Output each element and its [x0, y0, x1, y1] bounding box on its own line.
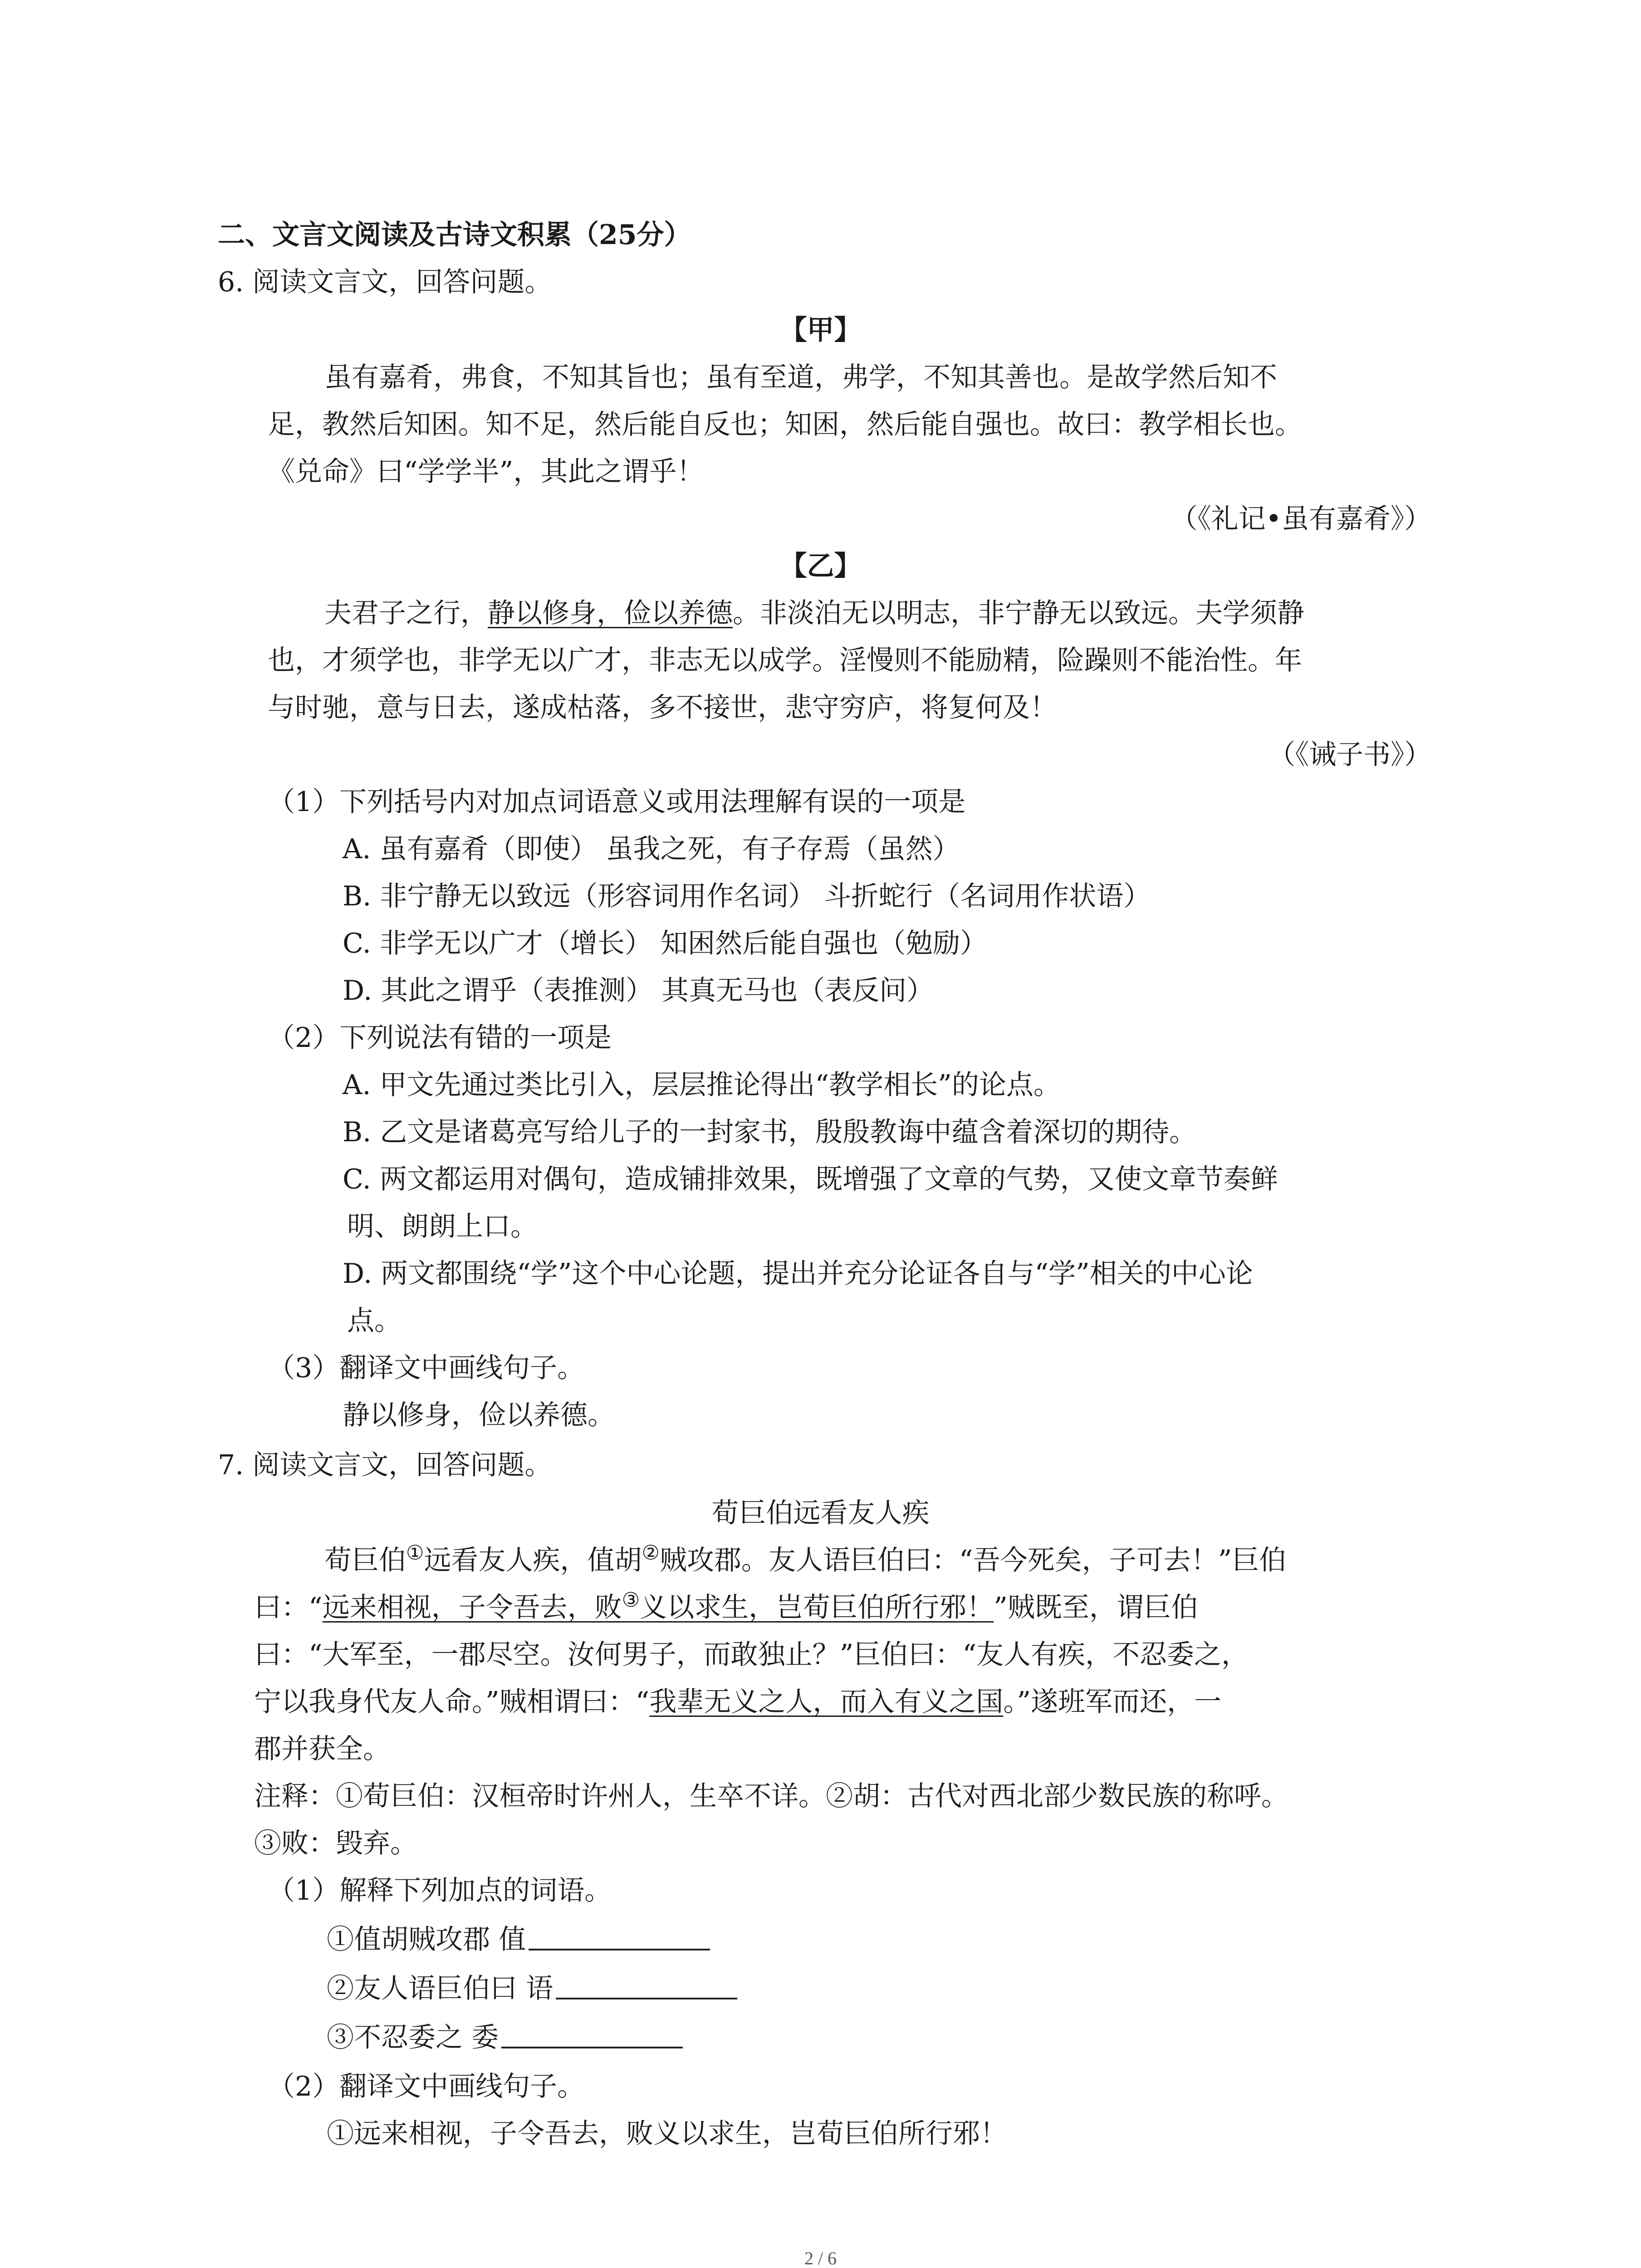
option: B. 乙文是诸葛亮写给儿子的一封家书，殷殷教诲中蕴含着深切的期待。: [343, 1116, 1197, 1148]
q7-passage-line: [254, 1684, 1221, 1720]
passage-a-line: 虽有嘉肴，弗食，不知其旨也；虽有至道，弗学，不知其善也。是故学然后知不: [324, 362, 1277, 393]
q7-notes: ③败：毁弃。: [254, 1828, 417, 1859]
page-number: 2 / 6: [804, 2248, 837, 2268]
passage-a-source: （《礼记•虽有嘉肴》）: [1170, 503, 1431, 535]
passage-b-source: （《诫子书》）: [1268, 739, 1431, 771]
fill-item-text: ①值胡贼攻郡 值: [327, 1924, 526, 1955]
option-continued: 明、朗朗上口。: [347, 1211, 538, 1242]
passage-b-line: 与时驰，意与日去，遂成枯落，多不接世，悲守穷庐，将复何及！: [268, 692, 1057, 723]
option: C. 非学无以广才（增长） 知困然后能自强也（勉励）: [343, 928, 987, 959]
fill-item-text: ②友人语巨伯曰 语: [327, 1973, 554, 2004]
q7-passage-line: 郡并获全。: [254, 1733, 390, 1765]
option: B. 非宁静无以致远（形容词用作名词） 斗折蛇行（名词用作状语）: [343, 880, 1151, 912]
section-title: 二、文言文阅读及古诗文积累（25分）: [218, 219, 691, 251]
note-marker: ①: [406, 1541, 424, 1564]
q7-text: 义以求生，岂荀巨伯所行邪！: [640, 1592, 994, 1623]
underlined-sentence: 静以修身，俭以养德: [488, 597, 733, 629]
fill-item-text: ③不忍委之 委: [327, 2022, 499, 2053]
underlined-sentence: [322, 1589, 994, 1623]
translate-sentence: 静以修身，俭以养德。: [343, 1399, 615, 1431]
fill-item: [327, 2019, 683, 2056]
option: A. 虽有嘉肴（即使） 虽我之死，有子存焉（虽然）: [343, 833, 960, 865]
answer-blank[interactable]: [529, 1921, 710, 1950]
q7-passage-line: [254, 1589, 1198, 1626]
passage-b-line: [324, 595, 1304, 631]
answer-blank[interactable]: [556, 1970, 737, 1999]
q7-notes: 注释：①荀巨伯：汉桓帝时许州人，生卒不详。②胡：古代对西北部少数民族的称呼。: [254, 1780, 1288, 1812]
passage-a-heading: 【甲】: [779, 314, 862, 346]
option: C. 两文都运用对偶句，造成铺排效果，既增强了文章的气势，又使文章节奏鲜: [343, 1163, 1278, 1195]
q7-stem: 7. 阅读文言文，回答问题。: [218, 1449, 552, 1481]
fill-item: [327, 1921, 710, 1958]
passage-b-heading: 【乙】: [779, 550, 862, 582]
q7-text: 远来相视，子令吾去，败: [322, 1592, 622, 1623]
fill-item: [327, 1970, 737, 2007]
answer-blank[interactable]: [501, 2019, 683, 2048]
q6-sub2-stem: （2）下列说法有错的一项是: [268, 1022, 612, 1054]
q7-passage-line: [324, 1542, 1286, 1579]
note-marker: ②: [642, 1541, 660, 1564]
q6-sub1-stem: （1）下列括号内对加点词语意义或用法理解有误的一项是: [268, 786, 966, 818]
q7-sub2-stem: （2）翻译文中画线句子。: [268, 2071, 585, 2102]
q7-passage-line: 曰：“大军至，一郡尽空。汝何男子，而敢独止？”巨伯曰：“友人有疾，不忍委之，: [254, 1639, 1249, 1671]
q7-text: 。”遂班军而还，一: [1003, 1686, 1222, 1718]
q7-text: 贼攻郡。友人语巨伯曰：“吾今死矣，子可去！”巨伯: [659, 1545, 1287, 1576]
q7-text: ”贼既至，谓巨伯: [994, 1592, 1198, 1623]
q7-text: 宁以我身代友人命。”贼相谓曰：“: [254, 1686, 650, 1718]
q7-text: 荀巨伯: [324, 1545, 406, 1576]
note-marker: ③: [622, 1589, 640, 1612]
underlined-sentence: 我辈无义之人，而入有义之国: [649, 1686, 1004, 1718]
option: D. 其此之谓乎（表推测） 其真无马也（表反问）: [343, 975, 934, 1007]
translate-sentence: ①远来相视，子令吾去，败义以求生，岂荀巨伯所行邪！: [327, 2118, 1007, 2150]
q7-text: 曰：“: [254, 1592, 323, 1623]
q7-title: 荀巨伯远看友人疾: [711, 1497, 930, 1529]
q6-stem: 6. 阅读文言文，回答问题。: [218, 266, 552, 298]
passage-b-line: 也，才须学也，非学无以广才，非志无以成学。淫慢则不能励精，险躁则不能治性。年: [268, 645, 1302, 676]
option: D. 两文都围绕“学”这个中心论题，提出并充分论证各自与“学”相关的中心论: [343, 1258, 1253, 1290]
q6-sub3-stem: （3）翻译文中画线句子。: [268, 1352, 585, 1384]
q7-sub1-stem: （1）解释下列加点的词语。: [268, 1875, 612, 1906]
passage-b-text: 夫君子之行，: [324, 597, 488, 629]
q7-text: 远看友人疾，值胡: [424, 1545, 642, 1576]
passage-a-line: 《兑命》曰“学学半”，其此之谓乎！: [268, 456, 704, 488]
option-continued: 点。: [347, 1305, 402, 1337]
passage-a-line: 足，教然后知困。知不足，然后能自反也；知困，然后能自强也。故曰：教学相长也。: [268, 409, 1302, 440]
option: A. 甲文先通过类比引入，层层推论得出“教学相长”的论点。: [343, 1069, 1061, 1101]
passage-b-text: 。非淡泊无以明志，非宁静无以致远。夫学须静: [733, 597, 1304, 629]
